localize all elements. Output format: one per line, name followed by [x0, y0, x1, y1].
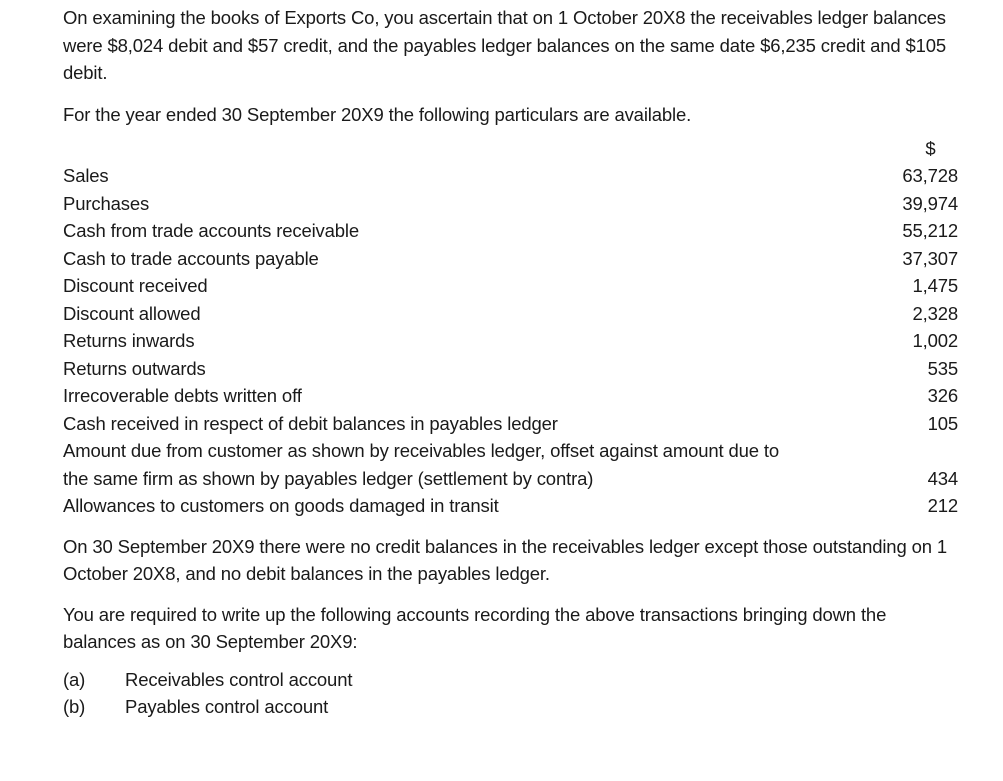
particular-label: Amount due from customer as shown by receivables ledger, offset against amount due to the same firm as shown by payables ledger (settlement by contra): [63, 440, 780, 489]
particular-amount: 63,728: [902, 165, 958, 186]
particulars-row: [63, 300, 958, 328]
particulars-row: [63, 162, 958, 190]
intro-paragraph: On examining the books of Exports Co, you ascertain that on 1 October 20X8 the receivables ledger balances were $8,024 debit and $57 credit, and the payables ledger balances on the same date $6,235 credit and $105 debit.: [63, 7, 947, 83]
particular-label: Cash to trade accounts payable: [63, 247, 319, 269]
particular-label: Allowances to customers on goods damaged in transit: [63, 495, 499, 516]
currency-header: $: [925, 138, 936, 159]
particulars-row: [63, 492, 958, 520]
particulars-row: [63, 382, 958, 410]
particular-amount: 326: [927, 385, 958, 406]
requirement-letter: (a): [63, 668, 86, 690]
particulars-row: [63, 327, 958, 355]
particulars-row: [63, 245, 958, 273]
particulars-row: [63, 272, 958, 300]
particulars-row: [63, 355, 958, 383]
requirement-item-text: Payables control account: [125, 696, 329, 717]
particular-amount: 1,475: [912, 275, 958, 296]
particular-label: Returns outwards: [63, 357, 206, 379]
requirement-text: You are required to write up the following accounts recording the above transactions bringing down the balances as on 30 September 20X9:: [63, 603, 887, 652]
requirement-item-text: Receivables control account: [125, 668, 353, 690]
particular-label: Cash from trade accounts receivable: [63, 220, 360, 241]
particular-amount: 1,002: [912, 330, 958, 351]
particular-amount: 212: [927, 495, 958, 516]
particulars-row: [63, 190, 958, 218]
requirement-item: [63, 693, 958, 721]
particular-amount: 105: [927, 412, 958, 434]
particular-amount: 535: [927, 357, 958, 379]
particulars-row: [63, 437, 958, 492]
particular-amount: 39,974: [902, 192, 958, 214]
requirement-item: [63, 666, 958, 694]
particulars-row: [63, 410, 958, 438]
closing-note: On 30 September 20X9 there were no credit balances in the receivables ledger except those outstanding on 1 October 20X8, and no debit balances in the payables ledger.: [63, 535, 947, 584]
requirement-list: [63, 666, 958, 721]
question-document: [63, 4, 958, 721]
particular-amount: 55,212: [902, 220, 958, 241]
particular-amount: 2,328: [912, 302, 958, 324]
particular-label: Purchases: [63, 192, 150, 214]
particular-label: Discount allowed: [63, 302, 201, 324]
particular-label: Cash received in respect of debit balances in payables ledger: [63, 412, 558, 434]
particular-amount: 434: [927, 467, 958, 489]
particular-label: Sales: [63, 165, 109, 186]
particular-amount: 37,307: [902, 247, 958, 269]
particulars-row: [63, 217, 958, 245]
particular-label: Irrecoverable debts written off: [63, 385, 302, 406]
particular-label: Discount received: [63, 275, 208, 296]
particulars-table: [63, 162, 958, 520]
currency-header-row: [63, 135, 958, 162]
requirement-letter: (b): [63, 696, 86, 717]
particular-label: Returns inwards: [63, 330, 195, 351]
particulars-intro: For the year ended 30 September 20X9 the following particulars are available.: [63, 103, 692, 125]
